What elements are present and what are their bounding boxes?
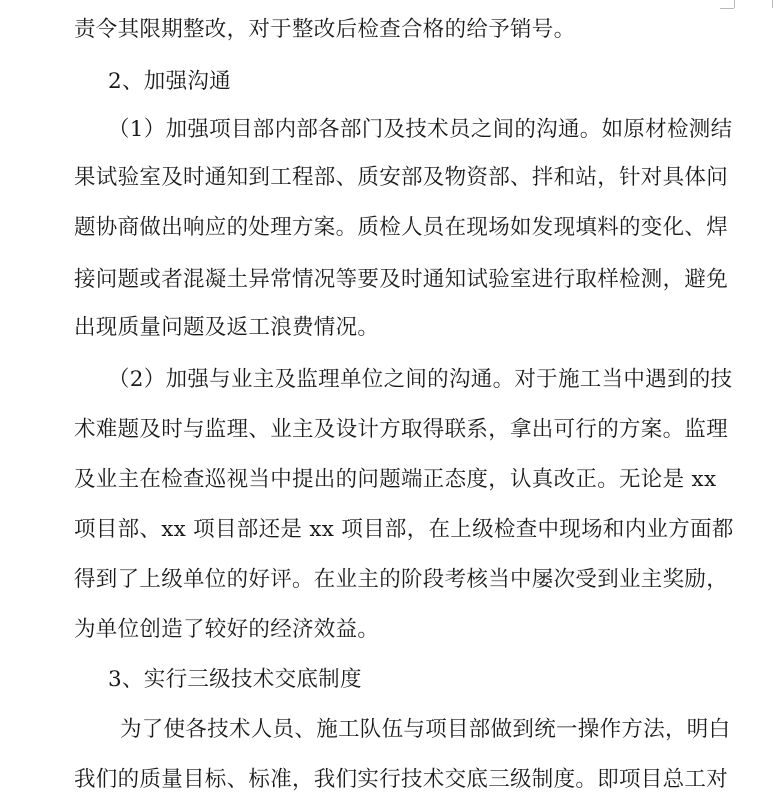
body-text-line: 及业主在检查巡视当中提出的问题端正态度，认真改正。无论是 xx [74, 467, 717, 492]
section-heading: 2、加强沟通 [108, 69, 231, 94]
corner-mark-tick [734, 0, 735, 8]
corner-mark-line [720, 8, 734, 9]
body-text-line: 我们的质量目标、标准，我们实行技术交底三级制度。即项目总工对 [74, 767, 729, 792]
body-text-line: 项目部、xx 项目部还是 xx 项目部，在上级检查中现场和内业方面都 [74, 517, 734, 542]
body-text-line: 得到了上级单位的好评。在业主的阶段考核当中屡次受到业主奖励， [74, 567, 729, 592]
corner-mark-tick [772, 0, 773, 8]
paragraph-first-line: （2）加强与业主及监理单位之间的沟通。对于施工当中遇到的技 [108, 367, 733, 392]
paragraph-first-line: （1）加强项目部内部各部门及技术员之间的沟通。如原材检测结 [108, 117, 733, 142]
body-text-line: 术难题及时与监理、业主及设计方取得联系，拿出可行的方案。监理 [74, 417, 729, 442]
body-text-line: 责令其限期整改，对于整改后检查合格的给予销号。 [74, 17, 576, 42]
body-text-line: 接问题或者混凝土异常情况等要及时通知试验室进行取样检测，避免 [74, 267, 729, 292]
paragraph-first-line: 为了使各技术人员、施工队伍与项目部做到统一操作方法，明白 [120, 717, 731, 742]
body-text-line: 题协商做出响应的处理方案。质检人员在现场如发现填料的变化、焊 [74, 215, 729, 240]
section-heading: 3、实行三级技术交底制度 [108, 667, 362, 692]
body-text-line: 果试验室及时通知到工程部、质安部及物资部、拌和站，针对具体问 [74, 165, 729, 190]
body-text-line: 出现质量问题及返工浪费情况。 [74, 315, 380, 340]
body-text-line: 为单位创造了较好的经济效益。 [74, 617, 380, 642]
